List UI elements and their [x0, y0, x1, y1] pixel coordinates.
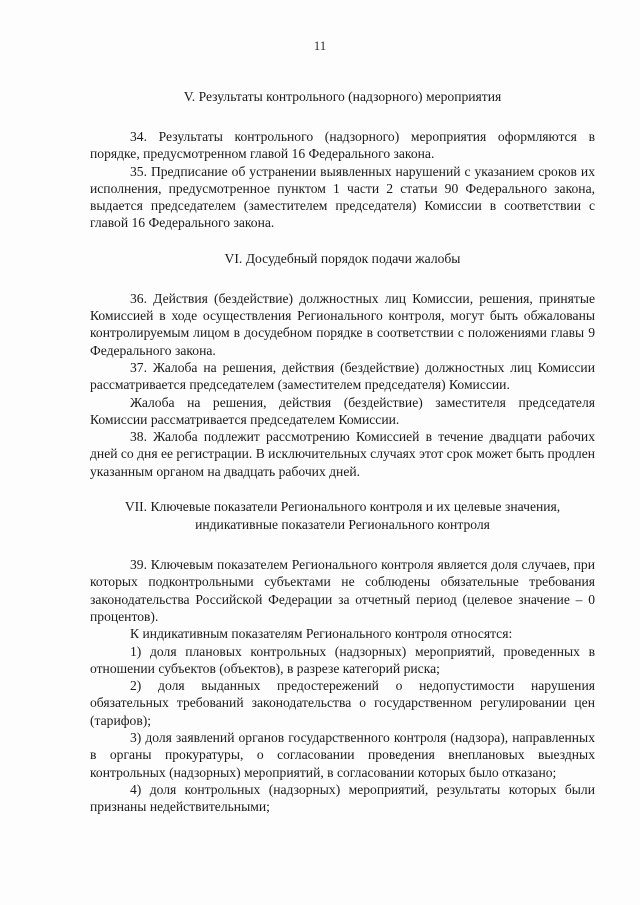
document-body: [90, 88, 595, 816]
indicator-item-1: 1) доля плановых контрольных (надзорных) мероприятий, проведенных в отношении субъектов (объектов), в разрезе категорий риска;: [90, 643, 595, 676]
indicator-item-4: 4) доля контрольных (надзорных) мероприятий, результаты которых были признаны недействительными;: [90, 781, 595, 815]
paragraph-36: 36. Действия (бездействие) должностных лиц Комиссии, решения, принятые Комиссией в ходе осуществления Регионального контроля, могут быть обжалованы контролируемым лицом в досудебном порядке в соответствии с положениями главы 9 Федерального закона.: [90, 290, 595, 358]
page-number: 11: [313, 38, 327, 53]
section-heading-vii-line1: VII. Ключевые показатели Регионального контроля и их целевые значения,: [124, 499, 561, 515]
paragraph-indicators-intro: К индикативным показателям Регионального контроля относятся:: [130, 626, 513, 642]
indicator-item-2: 2) доля выданных предостережений о недопустимости нарушения обязательных требований законодательства о государственном регулировании цен (тарифов);: [90, 678, 595, 728]
paragraph-37: 37. Жалоба на решения, действия (бездействие) должностных лиц Комиссии рассматривается председателем (заместителем председателя) Комиссии.: [90, 359, 595, 393]
section-heading-v: V. Результаты контрольного (надзорного) мероприятия: [183, 89, 502, 104]
paragraph-39: 39. Ключевым показателем Регионального контроля является доля случаев, при которых подконтрольными субъектами не соблюдены обязательные требования законодательства Российской Федерации за отчетный период (целевое значение – 0 процентов).: [90, 557, 595, 624]
indicator-item-3: 3) доля заявлений органов государственного контроля (надзора), направленных в органы прокуратуры, о согласовании проведения внеплановых выездных контрольных (надзорных) мероприятий, в согласовании которых было отказано;: [90, 730, 595, 780]
paragraph-35: 35. Предписание об устранении выявленных нарушений с указанием сроков их исполнения, предусмотренное пунктом 1 части 2 статьи 90 Федерального закона, выдается председателем (заместителем председателя) Комиссии в соответствии с главой 16 Федерального закона.: [90, 163, 595, 231]
section-heading-vii-line2: индикативные показатели Регионального контроля: [195, 517, 490, 533]
paragraph-38: 38. Жалоба подлежит рассмотрению Комиссией в течение двадцати рабочих дней со дня ее регистрации. В исключительных случаях этот срок может быть продлен указанным органом на двадцать рабочих дней.: [90, 429, 596, 479]
paragraph-34: 34. Результаты контрольного (надзорного) мероприятия оформляются в порядке, предусмотренном главой 16 Федерального закона.: [90, 129, 595, 162]
section-heading-vi: VI. Досудебный порядок подачи жалобы: [224, 250, 461, 266]
paragraph-37-cont: Жалоба на решения, действия (бездействие) заместителя председателя Комиссии рассматривается председателем Комиссии.: [90, 394, 595, 427]
